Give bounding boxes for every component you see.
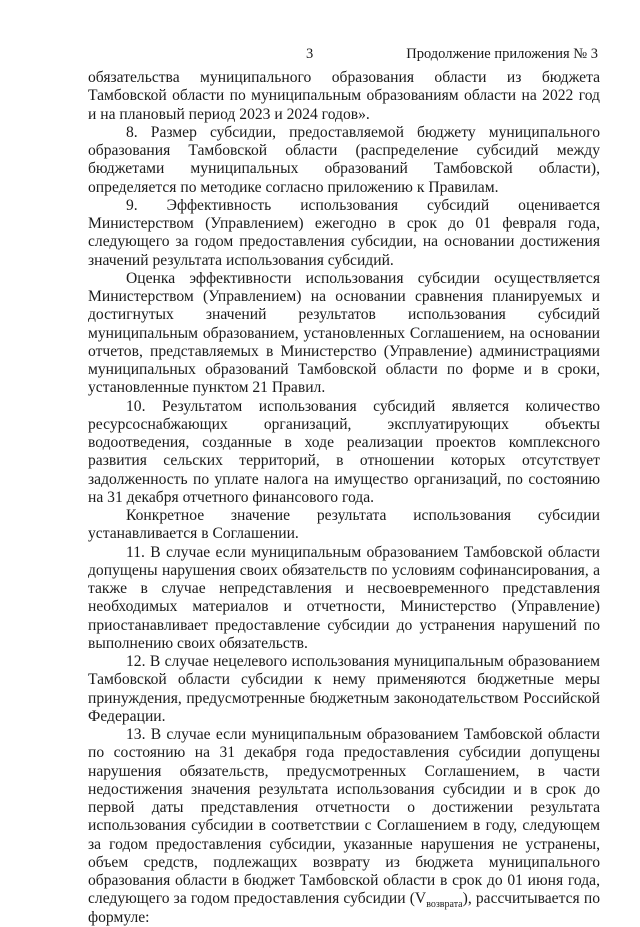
paragraph-13-text: 13. В случае если муниципальным образованием Тамбовской области по состоянию на 31 декабря года предоставления субсидии допущены нарушения обязательств, предусмотренных Соглашением, в части недостижения значения результата использования субсидии и в срок до первой даты представления отчетности о достижении результата использования субсидии в соответствии с Соглашением в году, следующем за годом предоставления субсидии, указанные нарушения не устранены, объем средств, подлежащих возврату из бюджета муниципального образования области в бюджет Тамбовской области в срок до 01 июня года, следующего за годом предоставления субсидии (V <box>88 726 600 908</box>
paragraph-continued: обязательства муниципального образования области из бюджета Тамбовской области по муниципальным образованиям области на 2022 год и на плановый период 2023 и 2024 годов». <box>88 69 600 123</box>
page-number: 3 <box>306 46 314 62</box>
paragraph-8: 8. Размер субсидии, предоставляемой бюджету муниципального образования Тамбовской области (распределение субсидий между бюджетами муниципальных образований Тамбовской области), определяется по методике согласно приложению к Правилам. <box>88 123 600 196</box>
paragraph-evaluation: Оценка эффективности использования субсидии осуществляется Министерством (Управлением) на основании сравнения планируемых и достигнутых значений результатов использования субсидий муниципальным образованием, установленных Соглашением, на основании отчетов, представляемых в Министерство (Управление) администрациями муниципальных образований Тамбовской области по форме и в сроки, установленные пунктом 21 Правил. <box>88 269 600 397</box>
v-return-subscript: возврата <box>426 899 463 911</box>
paragraph-result-value: Конкретное значение результата использования субсидии устанавливается в Соглашении. <box>88 507 600 543</box>
appendix-continuation-label: Продолжение приложения № 3 <box>406 46 598 62</box>
paragraph-13-tail: ), рассчитывается по формуле: <box>88 890 600 926</box>
paragraph-9: 9. Эффективность использования субсидий оценивается Министерством (Управлением) ежегодно в срок до 01 февраля года, следующего за годом предоставления субсидии, на основании достижения значений результата использования субсидий. <box>88 196 600 269</box>
paragraph-13 <box>88 726 600 927</box>
paragraph-11: 11. В случае если муниципальным образованием Тамбовской области допущены нарушения своих обязательств по условиям софинансирования, а также в случае непредставления и несвоевременного представления необходимых материалов и отчетности, Министерство (Управление) приостанавливает предоставление субсидии до устранения нарушений по выполнению своих обязательств. <box>88 543 600 652</box>
paragraph-12: 12. В случае нецелевого использования муниципальным образованием Тамбовской области субсидии к нему применяются бюджетные меры принуждения, предусмотренные бюджетным законодательством Российской Федерации. <box>88 653 600 725</box>
paragraph-10: 10. Результатом использования субсидий является количество ресурсоснабжающих организаций, эксплуатирующих объекты водоотведения, созданные в ходе реализации проектов комплексного развития сельских территорий, в отношении которых отсутствует задолженность по уплате налога на имущество организаций, по состоянию на 31 декабря отчетного финансового года. <box>88 397 600 506</box>
document-body <box>88 69 600 927</box>
